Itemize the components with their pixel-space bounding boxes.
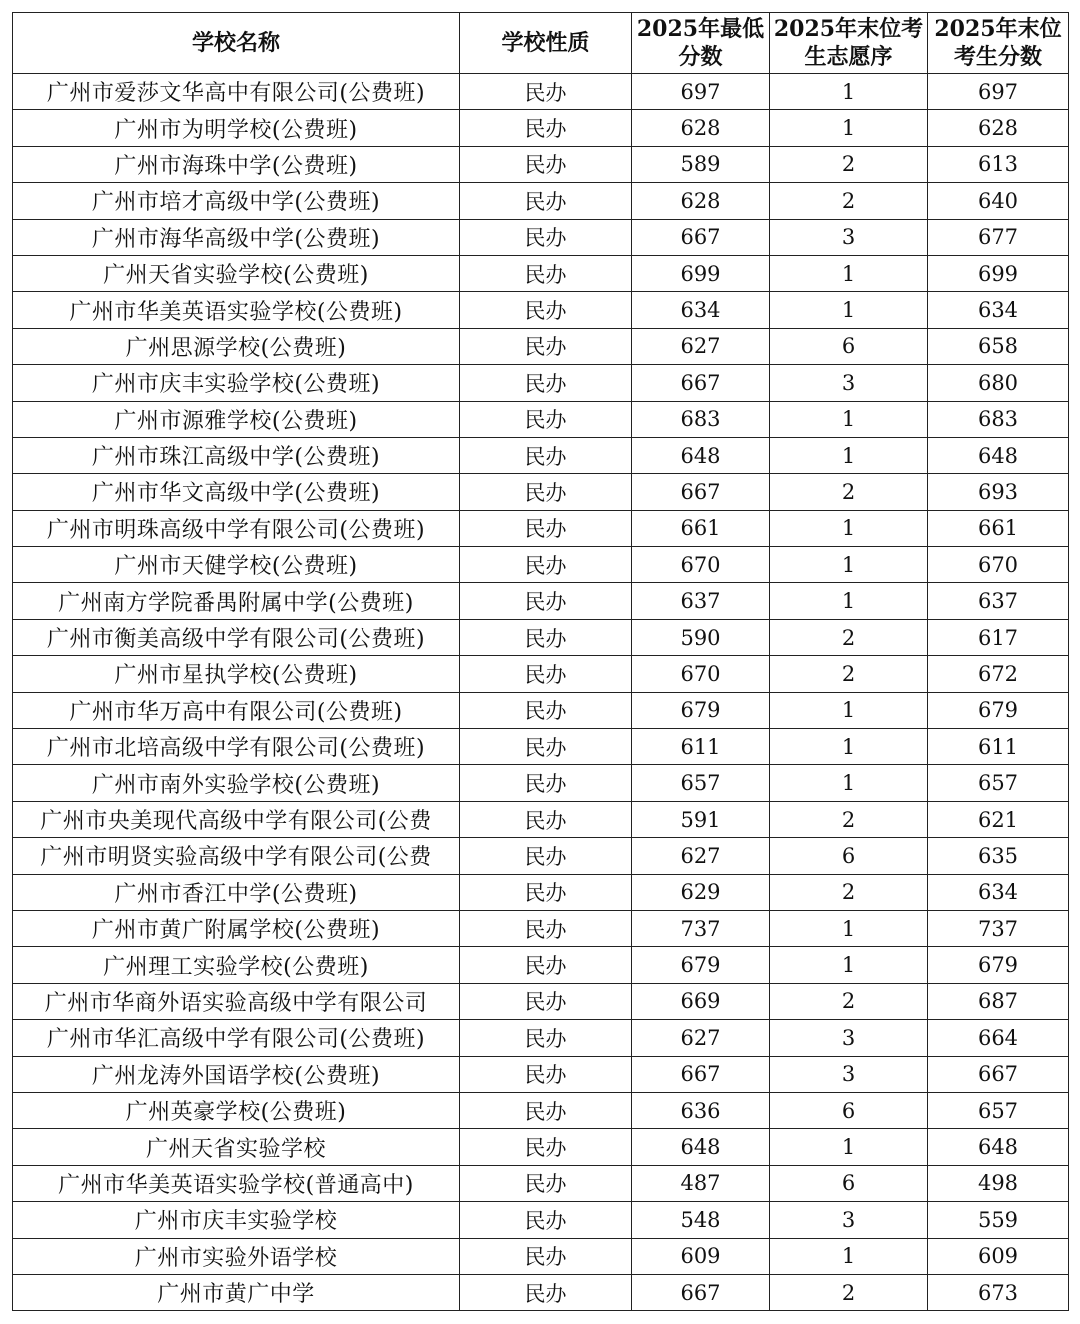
min-score-cell: 628 [632,110,770,146]
last-score-cell: 634 [928,874,1069,910]
school-name-cell: 广州天省实验学校(公费班) [13,255,460,291]
school-type-cell: 民办 [460,474,632,510]
table-row [13,1129,1069,1165]
table-row [13,947,1069,983]
last-score-cell: 498 [928,1165,1069,1201]
last-order-cell: 1 [770,292,928,328]
table-row [13,1274,1069,1310]
school-type-cell: 民办 [460,255,632,291]
school-type-cell: 民办 [460,583,632,619]
table-row [13,583,1069,619]
last-score-cell: 637 [928,583,1069,619]
school-name-cell: 广州市华美英语实验学校(公费班) [13,292,460,328]
school-name-cell: 广州市爱莎文华高中有限公司(公费班) [13,74,460,110]
last-score-cell: 609 [928,1238,1069,1274]
school-name-cell: 广州市黄广附属学校(公费班) [13,910,460,946]
last-order-cell: 1 [770,401,928,437]
school-type-cell: 民办 [460,110,632,146]
min-score-cell: 629 [632,874,770,910]
min-score-cell: 667 [632,219,770,255]
school-type-cell: 民办 [460,365,632,401]
last-score-cell: 635 [928,838,1069,874]
last-order-cell: 1 [770,110,928,146]
last-score-cell: 673 [928,1274,1069,1310]
school-name-cell: 广州天省实验学校 [13,1129,460,1165]
last-score-cell: 648 [928,1129,1069,1165]
table-row [13,328,1069,364]
last-order-cell: 2 [770,1274,928,1310]
table-row [13,656,1069,692]
table-row [13,255,1069,291]
last-order-cell: 1 [770,765,928,801]
school-type-cell: 民办 [460,292,632,328]
min-score-cell: 636 [632,1092,770,1128]
last-order-cell: 2 [770,474,928,510]
school-name-cell: 广州市黄广中学 [13,1274,460,1310]
table-row [13,74,1069,110]
last-score-cell: 611 [928,729,1069,765]
last-score-cell: 679 [928,692,1069,728]
school-type-cell: 民办 [460,619,632,655]
last-order-cell: 1 [770,1238,928,1274]
last-score-cell: 664 [928,1020,1069,1056]
school-type-cell: 民办 [460,729,632,765]
school-type-cell: 民办 [460,183,632,219]
school-type-cell: 民办 [460,874,632,910]
min-score-cell: 670 [632,656,770,692]
last-order-cell: 2 [770,874,928,910]
table-row [13,874,1069,910]
school-name-cell: 广州市庆丰实验学校 [13,1202,460,1238]
table-row [13,1165,1069,1201]
table-row [13,1202,1069,1238]
min-score-cell: 627 [632,328,770,364]
school-type-cell: 民办 [460,547,632,583]
school-type-cell: 民办 [460,910,632,946]
min-score-cell: 699 [632,255,770,291]
last-score-cell: 677 [928,219,1069,255]
min-score-cell: 627 [632,838,770,874]
min-score-cell: 669 [632,983,770,1019]
table-row [13,110,1069,146]
last-score-cell: 683 [928,401,1069,437]
last-score-cell: 613 [928,146,1069,182]
table-row [13,910,1069,946]
last-score-cell: 661 [928,510,1069,546]
school-type-cell: 民办 [460,1020,632,1056]
last-score-cell: 559 [928,1202,1069,1238]
table-row [13,510,1069,546]
table-row [13,401,1069,437]
last-score-cell: 670 [928,547,1069,583]
school-type-cell: 民办 [460,328,632,364]
last-order-cell: 1 [770,74,928,110]
school-name-cell: 广州思源学校(公费班) [13,328,460,364]
last-order-cell: 2 [770,983,928,1019]
header-last-order: 2025年末位考生志愿序 [770,13,928,74]
table-row [13,146,1069,182]
school-name-cell: 广州南方学院番禺附属中学(公费班) [13,583,460,619]
header-row [13,13,1069,74]
last-order-cell: 3 [770,219,928,255]
school-name-cell: 广州市海珠中学(公费班) [13,146,460,182]
last-order-cell: 1 [770,583,928,619]
last-order-cell: 2 [770,656,928,692]
school-type-cell: 民办 [460,1092,632,1128]
school-name-cell: 广州市为明学校(公费班) [13,110,460,146]
min-score-cell: 667 [632,365,770,401]
min-score-cell: 548 [632,1202,770,1238]
min-score-cell: 679 [632,947,770,983]
last-score-cell: 679 [928,947,1069,983]
school-name-cell: 广州龙涛外国语学校(公费班) [13,1056,460,1092]
min-score-cell: 487 [632,1165,770,1201]
table-row [13,801,1069,837]
school-name-cell: 广州市华汇高级中学有限公司(公费班) [13,1020,460,1056]
last-score-cell: 693 [928,474,1069,510]
table-row [13,1056,1069,1092]
min-score-cell: 611 [632,729,770,765]
school-type-cell: 民办 [460,656,632,692]
last-score-cell: 658 [928,328,1069,364]
last-order-cell: 1 [770,510,928,546]
min-score-cell: 628 [632,183,770,219]
min-score-cell: 683 [632,401,770,437]
min-score-cell: 634 [632,292,770,328]
min-score-cell: 697 [632,74,770,110]
school-type-cell: 民办 [460,838,632,874]
last-score-cell: 672 [928,656,1069,692]
last-order-cell: 2 [770,146,928,182]
min-score-cell: 679 [632,692,770,728]
school-type-cell: 民办 [460,1129,632,1165]
school-type-cell: 民办 [460,1274,632,1310]
header-min-score: 2025年最低分数 [632,13,770,74]
table-row [13,365,1069,401]
table-row [13,547,1069,583]
school-name-cell: 广州市明贤实验高级中学有限公司(公费 [13,838,460,874]
table-row [13,292,1069,328]
school-type-cell: 民办 [460,692,632,728]
last-order-cell: 1 [770,437,928,473]
table-row [13,1020,1069,1056]
school-name-cell: 广州市华文高级中学(公费班) [13,474,460,510]
header-school-type: 学校性质 [460,13,632,74]
min-score-cell: 670 [632,547,770,583]
last-score-cell: 621 [928,801,1069,837]
last-order-cell: 6 [770,328,928,364]
last-order-cell: 6 [770,1165,928,1201]
school-name-cell: 广州市海华高级中学(公费班) [13,219,460,255]
last-score-cell: 697 [928,74,1069,110]
school-type-cell: 民办 [460,801,632,837]
table-row [13,474,1069,510]
last-order-cell: 1 [770,947,928,983]
school-name-cell: 广州市香江中学(公费班) [13,874,460,910]
school-name-cell: 广州市明珠高级中学有限公司(公费班) [13,510,460,546]
header-last-score: 2025年末位考生分数 [928,13,1069,74]
table-row [13,183,1069,219]
last-order-cell: 2 [770,619,928,655]
table-row [13,219,1069,255]
min-score-cell: 589 [632,146,770,182]
min-score-cell: 609 [632,1238,770,1274]
min-score-cell: 627 [632,1020,770,1056]
last-order-cell: 3 [770,365,928,401]
last-score-cell: 680 [928,365,1069,401]
min-score-cell: 648 [632,437,770,473]
last-score-cell: 617 [928,619,1069,655]
last-score-cell: 737 [928,910,1069,946]
last-score-cell: 657 [928,765,1069,801]
school-name-cell: 广州市南外实验学校(公费班) [13,765,460,801]
school-type-cell: 民办 [460,765,632,801]
school-name-cell: 广州市华万高中有限公司(公费班) [13,692,460,728]
school-name-cell: 广州市实验外语学校 [13,1238,460,1274]
last-order-cell: 3 [770,1202,928,1238]
min-score-cell: 661 [632,510,770,546]
table-row [13,983,1069,1019]
min-score-cell: 590 [632,619,770,655]
min-score-cell: 648 [632,1129,770,1165]
school-name-cell: 广州市源雅学校(公费班) [13,401,460,437]
min-score-cell: 667 [632,1056,770,1092]
last-score-cell: 667 [928,1056,1069,1092]
school-name-cell: 广州市星执学校(公费班) [13,656,460,692]
last-order-cell: 3 [770,1056,928,1092]
admission-scores-table [12,12,1069,1311]
school-name-cell: 广州市天健学校(公费班) [13,547,460,583]
last-score-cell: 699 [928,255,1069,291]
school-name-cell: 广州理工实验学校(公费班) [13,947,460,983]
last-order-cell: 1 [770,255,928,291]
last-score-cell: 640 [928,183,1069,219]
school-type-cell: 民办 [460,74,632,110]
school-name-cell: 广州市培才高级中学(公费班) [13,183,460,219]
table-row [13,1238,1069,1274]
min-score-cell: 667 [632,1274,770,1310]
school-name-cell: 广州市庆丰实验学校(公费班) [13,365,460,401]
table-row [13,765,1069,801]
last-score-cell: 628 [928,110,1069,146]
table-row [13,692,1069,728]
header-school-name: 学校名称 [13,13,460,74]
school-name-cell: 广州市华美英语实验学校(普通高中) [13,1165,460,1201]
last-score-cell: 687 [928,983,1069,1019]
school-type-cell: 民办 [460,1165,632,1201]
last-order-cell: 2 [770,183,928,219]
school-type-cell: 民办 [460,219,632,255]
school-type-cell: 民办 [460,510,632,546]
school-name-cell: 广州市珠江高级中学(公费班) [13,437,460,473]
school-name-cell: 广州市衡美高级中学有限公司(公费班) [13,619,460,655]
school-name-cell: 广州市北培高级中学有限公司(公费班) [13,729,460,765]
min-score-cell: 637 [632,583,770,619]
school-type-cell: 民办 [460,401,632,437]
school-name-cell: 广州市华商外语实验高级中学有限公司 [13,983,460,1019]
school-name-cell: 广州市央美现代高级中学有限公司(公费 [13,801,460,837]
last-order-cell: 1 [770,910,928,946]
last-order-cell: 1 [770,1129,928,1165]
school-type-cell: 民办 [460,146,632,182]
min-score-cell: 657 [632,765,770,801]
school-type-cell: 民办 [460,983,632,1019]
last-order-cell: 3 [770,1020,928,1056]
table-row [13,1092,1069,1128]
min-score-cell: 737 [632,910,770,946]
table-row [13,729,1069,765]
last-order-cell: 6 [770,1092,928,1128]
school-name-cell: 广州英豪学校(公费班) [13,1092,460,1128]
table-row [13,838,1069,874]
last-order-cell: 1 [770,729,928,765]
last-order-cell: 2 [770,801,928,837]
last-score-cell: 657 [928,1092,1069,1128]
table-row [13,619,1069,655]
last-order-cell: 6 [770,838,928,874]
last-score-cell: 634 [928,292,1069,328]
last-order-cell: 1 [770,692,928,728]
last-score-cell: 648 [928,437,1069,473]
school-type-cell: 民办 [460,437,632,473]
school-type-cell: 民办 [460,1202,632,1238]
table-row [13,437,1069,473]
school-type-cell: 民办 [460,1238,632,1274]
min-score-cell: 591 [632,801,770,837]
school-type-cell: 民办 [460,1056,632,1092]
last-order-cell: 1 [770,547,928,583]
min-score-cell: 667 [632,474,770,510]
school-type-cell: 民办 [460,947,632,983]
